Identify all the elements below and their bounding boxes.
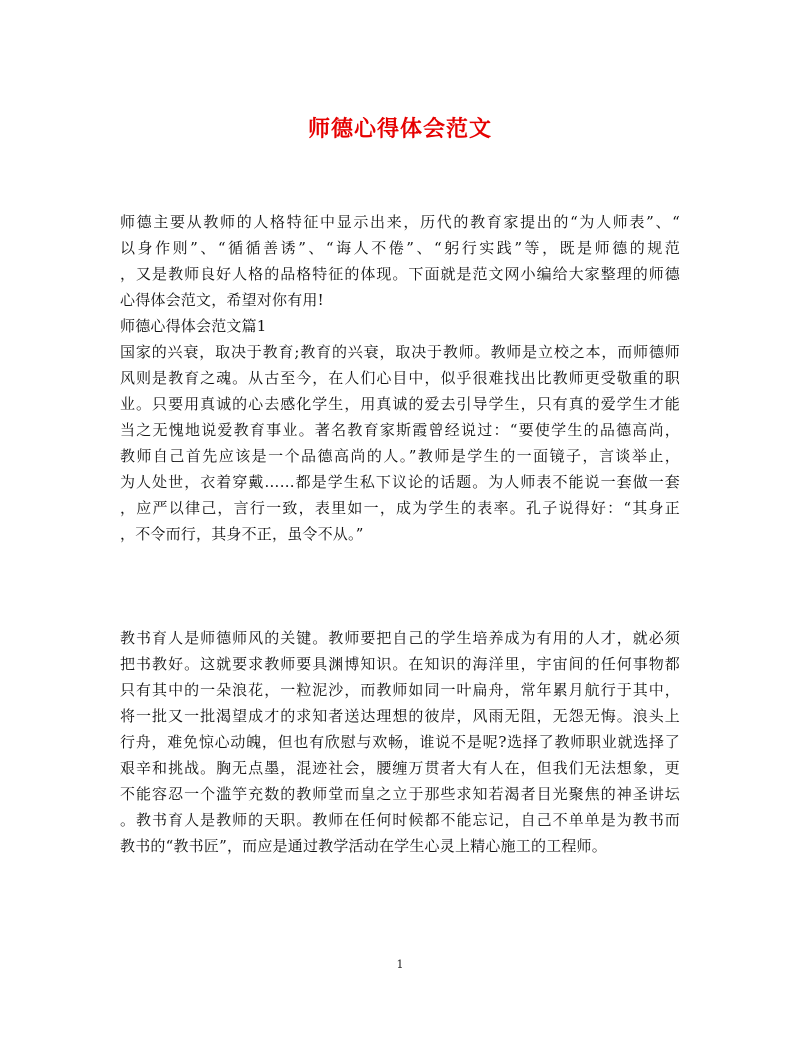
paragraph-2 [120,625,680,859]
text-line: 教师自己首先应该是一个品德高尚的人。”教师是学生的一面镜子，言谈举止， [120,447,680,465]
text-line: 教书的“教书匠”，而应是通过教学活动在学生心灵上精心施工的工程师。 [120,837,607,855]
text-line: 只有其中的一朵浪花，一粒泥沙，而教师如同一叶扁舟，常年累月航行于其中， [120,681,680,699]
text-line: 艰辛和挑战。胸无点墨，混迹社会，腰缠万贯者大有人在，但我们无法想象，更 [120,759,680,777]
text-line: 教书育人是师德师风的关键。教师要把自己的学生培养成为有用的人才，就必须 [120,629,680,647]
text-line: ，应严以律己，言行一致，表里如一，成为学生的表率。孔子说得好：“其身正 [120,499,680,517]
text-line: 心得体会范文，希望对你有用! [120,291,324,309]
text-line: 以身作则”、“循循善诱”、“诲人不倦”、“躬行实践”等，既是师德的规范 [120,239,680,257]
text-line: ，不令而行，其身不正，虽令不从。” [120,525,364,543]
text-line: 行舟，难免惊心动魄，但也有欣慰与欢畅，谁说不是呢?选择了教师职业就选择了 [120,733,680,751]
text-line: 风则是教育之魂。从古至今，在人们心目中，似乎很难找出比教师更受敬重的职 [120,369,680,387]
text-line: 。教书育人是教师的天职。教师在任何时候都不能忘记，自己不单单是为教书而 [120,811,680,829]
text-line: 不能容忍一个滥竽充数的教师堂而皇之立于那些求知若渴者目光聚焦的神圣讲坛 [120,785,680,803]
text-line: 国家的兴衰，取决于教育;教育的兴衰，取决于教师。教师是立校之本，而师德师 [120,343,680,361]
section-heading: 师德心得体会范文篇1 [120,317,267,335]
text-line: 业。只要用真诚的心去感化学生，用真诚的爱去引导学生，只有真的爱学生才能 [120,395,680,413]
text-line: 为人处世，衣着穿戴……都是学生私下议论的话题。为人师表不能说一套做一套 [120,473,680,491]
text-line: ，又是教师良好人格的品格特征的体现。下面就是范文网小编给大家整理的师德 [120,265,680,283]
text-line: 师德主要从教师的人格特征中显示出来，历代的教育家提出的“为人师表”、“ [120,213,680,231]
text-line: 将一批又一批渴望成才的求知者送达理想的彼岸，风雨无阻，无怨无悔。浪头上 [120,707,680,725]
page-number: 1 [396,958,404,971]
document-title: 师德心得体会范文 [307,116,492,142]
text-line: 当之无愧地说爱教育事业。著名教育家斯霞曾经说过：“要使学生的品德高尚， [120,421,680,439]
intro-and-section-1 [120,209,680,547]
text-line: 把书教好。这就要求教师要具渊博知识。在知识的海洋里，宇宙间的任何事物都 [120,655,680,673]
